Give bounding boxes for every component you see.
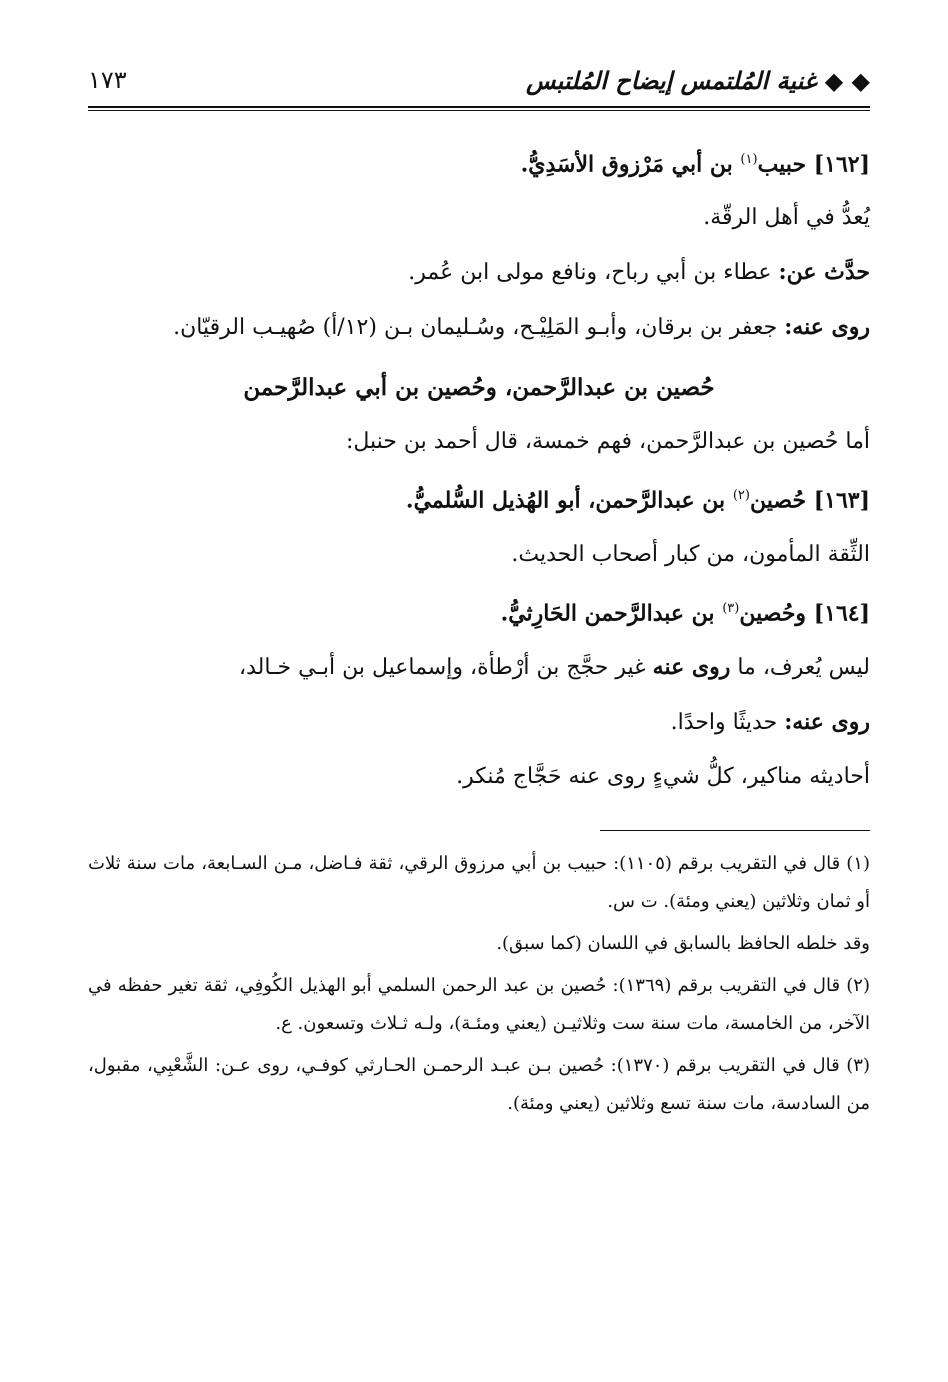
entry-162-line-3: روى عنه: جعفر بن برقان، وأبـو المَلِيْـح، وسُـليمان بـن (١٢/أ) صُهيـب الرقيّان. — [173, 314, 870, 341]
entry-163-heading: [١٦٣] حُصين$^{(٢)}$ بن عبدالرَّحمن، أبو الهُذيل السُّلميُّ. — [405, 487, 870, 514]
entry-164-line-1: ليس يُعرف، ما روى عنه غير حجَّج بن أرْطأة، وإسماعيل بن أبـي خـالد، — [238, 653, 870, 680]
entry-162-heading: [١٦٢] حبيب$^{(١)}$ بن أبي مَرْزوق الأسَدِيُّ. — [520, 151, 870, 178]
section-intro: أما حُصين بن عبدالرَّحمن، فهم خمسة، قال أحمد بن حنبل: — [345, 429, 870, 455]
entry-162-line-2: حدَّث عن: عطاء بن أبي رباح، ونافع مولى ابن عُمر. — [408, 259, 870, 286]
main-text — [88, 133, 870, 804]
page-number: ١٧٣ — [88, 66, 127, 94]
footnotes — [88, 845, 870, 1123]
footnote-1: (١) قال في التقريب برقم (١١٠٥): حبيب بن أبي مرزوق الرقي، ثقة فـاضل، مـن السـابعة، مات سنة ثلاث أو ثمان وثلاثين (يعني ومئة). ت س. — [88, 852, 870, 912]
running-title: ◆ ◆ غنية المُلتمس إيضاح المُلتبس — [526, 66, 870, 95]
entry-163-line-1: الثِّقة المأمون، من كبار أصحاب الحديث. — [511, 541, 870, 567]
page-header — [88, 52, 870, 100]
entry-164-line-2: روى عنه: حديثًا واحدًا. — [670, 708, 870, 735]
entry-162-line-1: يُعدُّ في أهل الرقّة. — [703, 205, 870, 231]
footnote-2: (٢) قال في التقريب برقم (١٣٦٩): حُصين بن عبد الرحمن السلمي أبو الهذيل الكُوفِي، ثقة تغير حفظه في الآخر، من الخامسة، مات سنة ست وثلاثيـن (يعني ومئـة)، ولـه ثـلاث وتسعون. ع. — [88, 974, 870, 1034]
entry-164-heading: [١٦٤] وحُصين$^{(٣)}$ بن عبدالرَّحمن الحَارِثيُّ. — [500, 599, 870, 626]
footnote-ref-3[interactable]: (٣) — [722, 600, 740, 616]
footnote-separator — [600, 830, 870, 831]
entry-164-line-3: أحاديثه مناكير، كلُّ شيءٍ روى عنه حَجَّاج مُنكر. — [456, 763, 870, 789]
footnote-3: (٣) قال في التقريب برقم (١٣٧٠): حُصين بـن عبـد الرحمـن الحـارثي كوفـي، روى عـن: الشَّعْبِي، مقبول، من السادسة، مات سنة تسع وثلاثين (يعني ومئة). — [88, 1054, 870, 1114]
header-rule-thick — [88, 106, 870, 108]
section-heading: حُصين بن عبدالرَّحمن، وحُصين بن أبي عبدالرَّحمن — [243, 374, 715, 402]
footnote-ref-1[interactable]: (١) — [740, 152, 758, 167]
footnote-ref-2[interactable]: (٢) — [732, 488, 750, 504]
header-rule-thin — [88, 110, 870, 111]
footnote-1-note: وقد خلطه الحافظ بالسابق في اللسان (كما سبق). — [496, 932, 870, 954]
book-page — [88, 52, 870, 1127]
